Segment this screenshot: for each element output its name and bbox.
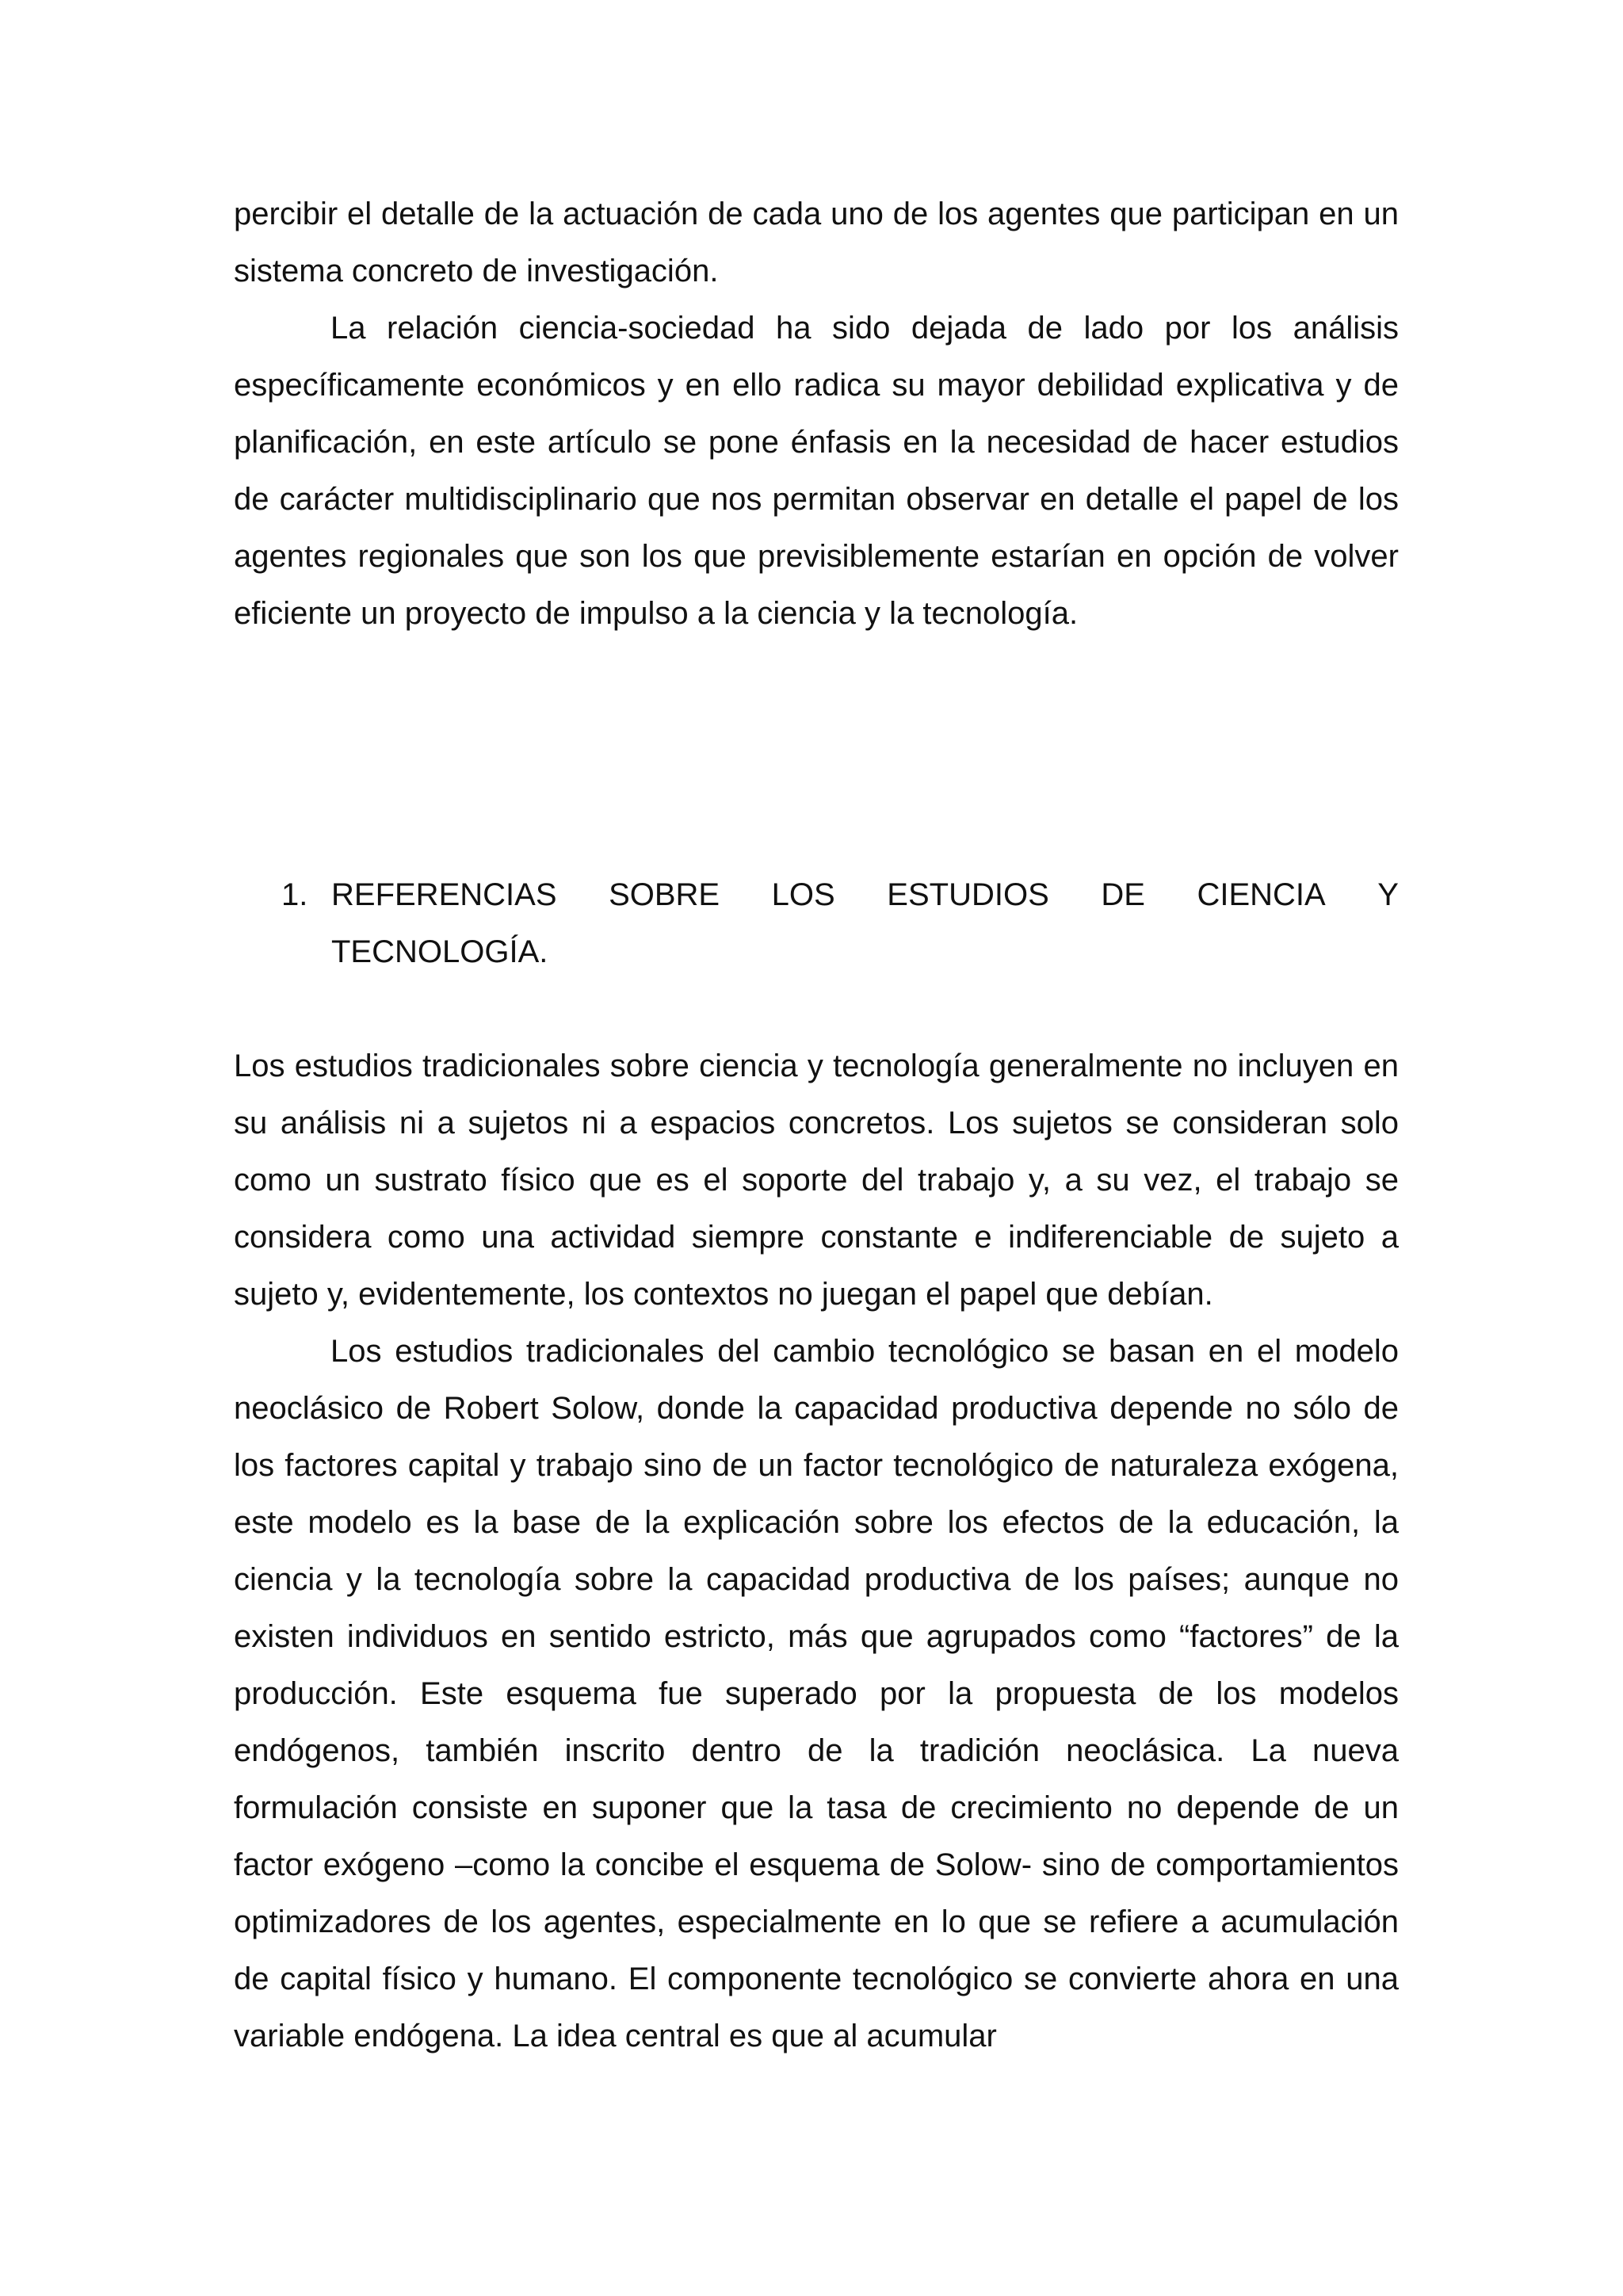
body-paragraph-traditional-studies: Los estudios tradicionales sobre ciencia y tecnología generalmente no incluyen en su análisis ni a sujetos ni a espacios concretos. Los sujetos se consideran solo como un sustrato físico que es el soporte del trabajo y, a su vez, el trabajo se considera como una actividad siempre constante e indiferenciable de sujeto a sujeto y, evidentemente, los contextos no juegan el papel que debían.	[234, 1049, 1399, 1312]
section-title-word: LOS	[771, 877, 835, 912]
section-title	[331, 866, 1399, 980]
section-title-word: SOBRE	[609, 877, 720, 912]
section-title-line-1	[331, 866, 1399, 923]
section-title-word: CIENCIA	[1197, 877, 1326, 912]
section-heading	[281, 866, 1399, 980]
section-number: 1.	[281, 877, 308, 912]
section-title-line-2: TECNOLOGÍA.	[331, 934, 548, 969]
section-title-word: REFERENCIAS	[331, 877, 557, 912]
section-title-word: ESTUDIOS	[887, 877, 1049, 912]
section-body	[234, 1037, 1399, 2065]
section-title-word: DE	[1101, 877, 1145, 912]
intro-paragraph-continuation: percibir el detalle de la actuación de cada uno de los agentes que participan en un sistema concreto de investigación.	[234, 197, 1399, 288]
intro-paragraph-science-society: La relación ciencia-sociedad ha sido dejada de lado por los análisis específicamente económicos y en ello radica su mayor debilidad explicativa y de planificación, en este artículo se pone énfasis en la necesidad de hacer estudios de carácter multidisciplinario que nos permitan observar en detalle el papel de los agentes regionales que son los que previsiblemente estarían en opción de volver eficiente un proyecto de impulso a la ciencia y la tecnología.	[234, 311, 1399, 631]
body-paragraph-solow-model: Los estudios tradicionales del cambio tecnológico se basan en el modelo neoclásico de Robert Solow, donde la capacidad productiva depende no sólo de los factores capital y trabajo sino de un factor tecnológico de naturaleza exógena, este modelo es la base de la explicación sobre los efectos de la educación, la ciencia y la tecnología sobre la capacidad productiva de los países; aunque no existen individuos en sentido estricto, más que agrupados como “factores” de la producción. Este esquema fue superado por la propuesta de los modelos endógenos, también inscrito dentro de la tradición neoclásica. La nueva formulación consiste en suponer que la tasa de crecimiento no depende de un factor exógeno –como la concibe el esquema de Solow- sino de comportamientos optimizadores de los agentes, especialmente en lo que se refiere a acumulación de capital físico y humano. El componente tecnológico se convierte ahora en una variable endógena. La idea central es que al acumular	[234, 1334, 1399, 2053]
section-title-word: Y	[1377, 877, 1399, 912]
intro-text	[234, 185, 1399, 642]
